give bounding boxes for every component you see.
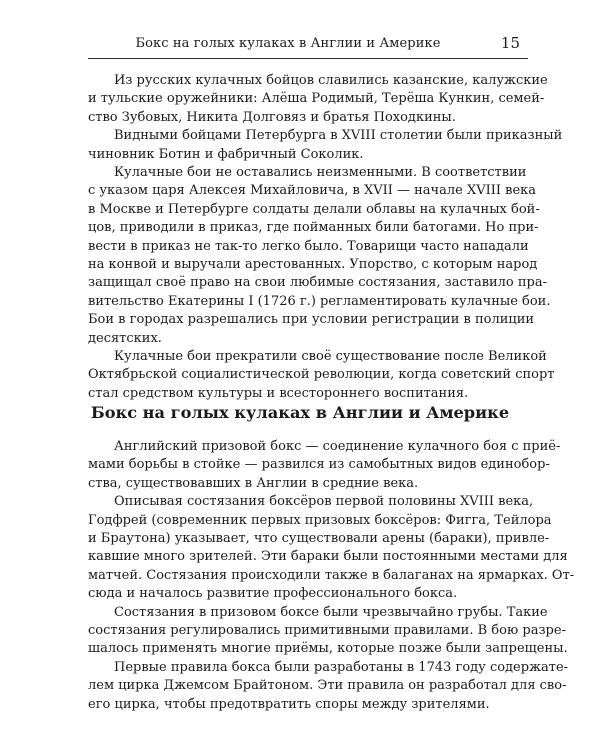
text-line: Бои в городах разрешались при условии регистрации в полиции [88,312,535,328]
text-line: Кулачные бои прекратили своё существование после Великой [114,349,547,364]
text-line: защищал своё право на свои любимые состязания, заставило пра- [88,275,548,291]
text-line: Состязания в призовом боксе были чрезвычайно грубы. Такие [114,604,548,620]
paragraph-7 [88,604,568,659]
text-line: Годфрей (современник первых призовых боксёров: Фигга, Тейлора [88,512,552,528]
page-number: 15 [500,34,520,52]
text-line: ство Зубовых, Никита Долговяз и братья Походкины. [88,109,456,125]
text-line: ства, существовавших в Англии в средние века. [88,475,419,491]
running-header [88,34,528,56]
text-line: Октябрьской социалистической революции, когда советский спорт [88,367,555,383]
text-line: и Браутона) указывает, что существовали арены (бараки), привле- [88,530,550,546]
text-line: и тульские оружейники: Алёша Родимый, Терёша Кункин, семей- [88,91,545,107]
text-line: Первые правила бокса были разработаны в 1743 году содержате- [114,659,569,675]
paragraph-5 [88,438,561,493]
paragraph-3 [88,164,551,348]
paragraph-4 [88,348,555,403]
text-line: сюда и началось развитие профессионального бокса. [88,586,458,602]
text-line: Из русских кулачных бойцов славились казанские, калужские [114,73,548,88]
text-line: Кулачные бои не оставались неизменными. В соответствии [114,165,527,180]
paragraph-6 [88,493,575,603]
text-line: Видными бойцами Петербурга в XVIII столетии были приказный [114,128,563,144]
text-line: лем цирка Джемсом Брайтоном. Эти правила он разработал для сво- [88,678,567,694]
text-line: в Москве и Петербурге солдаты делали облавы на кулачных бой- [88,201,540,217]
paragraph-2 [88,127,563,164]
section-heading: Бокс на голых кулаках в Англии и Америке [90,403,510,422]
running-title: Бокс на голых кулаках в Англии и Америке [135,36,441,51]
text-line: Описывая состязания боксёров первой половины XVIII века, [114,494,534,510]
paragraph-8 [88,659,569,714]
text-line: на конвой и выручали арестованных. Упорство, с которым народ [88,256,538,272]
text-line: шалось применять многие приёмы, которые позже были запрещены. [88,641,568,657]
text-line: чиновник Ботин и фабричный Соколик. [88,146,364,162]
text-line: вести в приказ не так-то легко было. Товарищи часто нападали [88,238,529,254]
header-rule [88,58,528,59]
text-line: вительство Екатерины I (1726 г.) регламентировать кулачные бои. [88,293,551,309]
text-line: цов, приводили в приказ, где пойманных били батогами. Но при- [88,220,539,236]
text-line: его цирка, чтобы предотвратить споры между зрителями. [88,696,490,712]
text-line: стал средством культуры и всестороннего воспитания. [88,385,469,401]
paragraph-1 [88,72,548,127]
text-line: состязания регулировались примитивными правилами. В бою разре- [88,622,566,638]
text-line: десятских. [88,330,162,346]
text-line: матчей. Состязания происходили также в балаганах на ярмарках. От- [88,567,575,583]
text-line: кавшие много зрителей. Эти бараки были постоянными местами для [88,549,568,565]
text-line: мами борьбы в стойке — развился из самобытных видов единобор- [88,457,550,473]
text-line: с указом царя Алексея Михайловича, в XVII — начале XVIII века [88,183,537,199]
text-line: Английский призовой бокс — соединение кулачного боя с приё- [114,439,561,454]
